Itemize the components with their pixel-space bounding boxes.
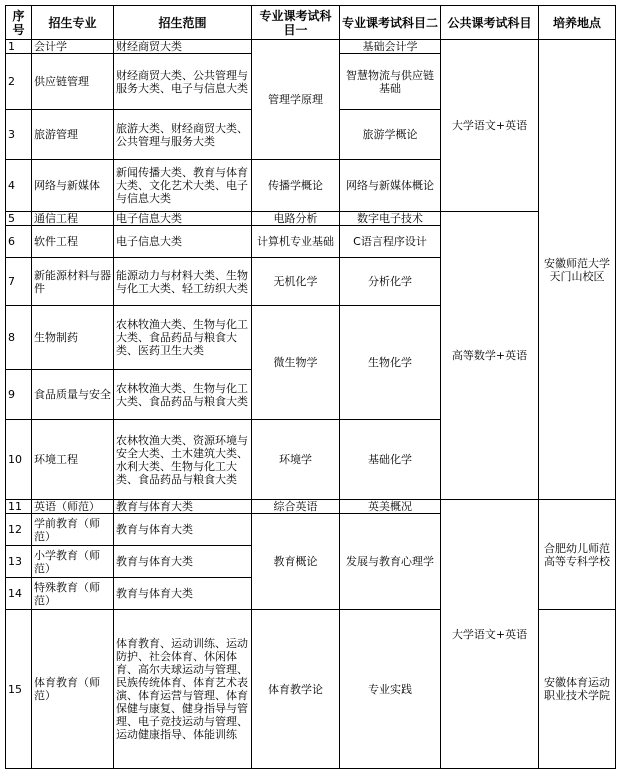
row-exam2: 智慧物流与供应链基础 bbox=[340, 54, 441, 110]
row-scope: 电子信息大类 bbox=[114, 212, 252, 226]
row-major: 旅游管理 bbox=[32, 110, 114, 160]
merged-exam2: 发展与教育心理学 bbox=[340, 514, 441, 610]
row-no: 9 bbox=[6, 370, 32, 420]
merged-location: 安徽师范大学天门山校区 bbox=[539, 40, 616, 500]
row-scope: 财经商贸大类、公共管理与服务大类、电子与信息大类 bbox=[114, 54, 252, 110]
row-exam2: 基础会计学 bbox=[340, 40, 441, 54]
row-major: 小学教育（师范） bbox=[32, 546, 114, 578]
row-no: 13 bbox=[6, 546, 32, 578]
row-exam2: 旅游学概论 bbox=[340, 110, 441, 160]
row-major: 环境工程 bbox=[32, 420, 114, 500]
row-major: 新能源材料与器件 bbox=[32, 258, 114, 306]
row-scope: 农林牧渔大类、资源环境与安全大类、土木建筑大类、水利大类、生物与化工大类、食品药品与粮食大类 bbox=[114, 420, 252, 500]
row-no: 3 bbox=[6, 110, 32, 160]
row-exam1: 体育教学论 bbox=[252, 610, 340, 769]
table-row bbox=[6, 40, 616, 54]
merged-exam1: 微生物学 bbox=[252, 306, 340, 420]
row-exam2: 网络与新媒体概论 bbox=[340, 160, 441, 212]
header-public: 公共课考试科目 bbox=[441, 6, 539, 40]
row-exam2: 数字电子技术 bbox=[340, 212, 441, 226]
row-exam2: 分析化学 bbox=[340, 258, 441, 306]
header-exam2: 专业课考试科目二 bbox=[340, 6, 441, 40]
row-scope: 电子信息大类 bbox=[114, 226, 252, 258]
row-no: 1 bbox=[6, 40, 32, 54]
table-row bbox=[6, 500, 616, 514]
row-exam2: C语言程序设计 bbox=[340, 226, 441, 258]
row-no: 12 bbox=[6, 514, 32, 546]
merged-location: 安徽体育运动职业技术学院 bbox=[539, 610, 616, 769]
merged-public: 大学语文+英语 bbox=[441, 40, 539, 212]
row-major: 供应链管理 bbox=[32, 54, 114, 110]
header-exam1: 专业课考试科目一 bbox=[252, 6, 340, 40]
enrollment-table bbox=[5, 5, 616, 769]
row-no: 8 bbox=[6, 306, 32, 370]
row-scope: 财经商贸大类 bbox=[114, 40, 252, 54]
row-exam2: 基础化学 bbox=[340, 420, 441, 500]
merged-exam1: 教育概论 bbox=[252, 514, 340, 610]
header-no: 序号 bbox=[6, 6, 32, 40]
row-no: 6 bbox=[6, 226, 32, 258]
row-major: 体育教育（师范） bbox=[32, 610, 114, 769]
row-scope: 能源动力与材料大类、生物与化工大类、轻工纺织大类 bbox=[114, 258, 252, 306]
row-exam1: 综合英语 bbox=[252, 500, 340, 514]
header-row bbox=[6, 6, 616, 40]
row-exam2: 专业实践 bbox=[340, 610, 441, 769]
row-exam1: 传播学概论 bbox=[252, 160, 340, 212]
row-scope: 旅游大类、财经商贸大类、公共管理与服务大类 bbox=[114, 110, 252, 160]
row-major: 生物制药 bbox=[32, 306, 114, 370]
row-no: 10 bbox=[6, 420, 32, 500]
row-major: 网络与新媒体 bbox=[32, 160, 114, 212]
row-no: 4 bbox=[6, 160, 32, 212]
header-location: 培养地点 bbox=[539, 6, 616, 40]
header-scope: 招生范围 bbox=[114, 6, 252, 40]
merged-public: 大学语文+英语 bbox=[441, 500, 539, 769]
row-exam2: 英美概况 bbox=[340, 500, 441, 514]
row-no: 5 bbox=[6, 212, 32, 226]
row-scope: 教育与体育大类 bbox=[114, 514, 252, 546]
row-exam1: 计算机专业基础 bbox=[252, 226, 340, 258]
merged-public: 高等数学+英语 bbox=[441, 212, 539, 500]
row-major: 学前教育（师范） bbox=[32, 514, 114, 546]
table-row bbox=[6, 212, 616, 226]
merged-exam2: 生物化学 bbox=[340, 306, 441, 420]
row-no: 7 bbox=[6, 258, 32, 306]
header-major: 招生专业 bbox=[32, 6, 114, 40]
row-major: 会计学 bbox=[32, 40, 114, 54]
row-exam1: 电路分析 bbox=[252, 212, 340, 226]
merged-exam1: 管理学原理 bbox=[252, 40, 340, 160]
row-scope: 新闻传播大类、教育与体育大类、文化艺术大类、电子与信息大类 bbox=[114, 160, 252, 212]
row-scope: 教育与体育大类 bbox=[114, 500, 252, 514]
row-major: 软件工程 bbox=[32, 226, 114, 258]
row-scope: 农林牧渔大类、生物与化工大类、食品药品与粮食大类、医药卫生大类 bbox=[114, 306, 252, 370]
row-major: 英语（师范） bbox=[32, 500, 114, 514]
row-no: 14 bbox=[6, 578, 32, 610]
row-major: 通信工程 bbox=[32, 212, 114, 226]
row-scope: 教育与体育大类 bbox=[114, 578, 252, 610]
row-scope: 农林牧渔大类、生物与化工大类、食品药品与粮食大类 bbox=[114, 370, 252, 420]
row-scope: 体育教育、运动训练、运动防护、社会体育、休闲体育、高尔夫球运动与管理、民族传统体育、体育艺术表演、体育运营与管理、体育保健与康复、健身指导与管理、电子竞技运动与管理、运动健康指导、体能训练 bbox=[114, 610, 252, 769]
row-exam1: 环境学 bbox=[252, 420, 340, 500]
row-no: 2 bbox=[6, 54, 32, 110]
row-major: 特殊教育（师范） bbox=[32, 578, 114, 610]
row-scope: 教育与体育大类 bbox=[114, 546, 252, 578]
merged-location: 合肥幼儿师范高等专科学校 bbox=[539, 500, 616, 610]
row-exam1: 无机化学 bbox=[252, 258, 340, 306]
row-major: 食品质量与安全 bbox=[32, 370, 114, 420]
row-no: 15 bbox=[6, 610, 32, 769]
row-no: 11 bbox=[6, 500, 32, 514]
